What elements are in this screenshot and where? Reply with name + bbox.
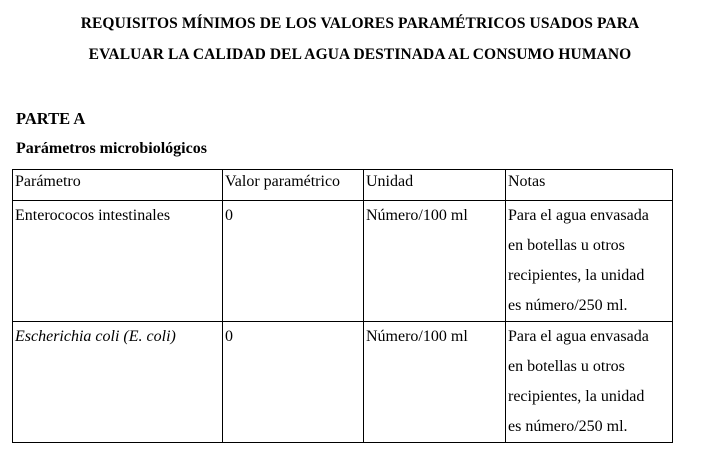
header-notes: Notas (506, 170, 673, 201)
header-unit: Unidad (364, 170, 506, 201)
parameters-table (12, 169, 673, 443)
cell-parameter: Escherichia coli (E. coli) (13, 322, 223, 443)
cell-unit: Número/100 ml (364, 201, 506, 322)
table-row (13, 322, 673, 443)
document-title-line-2: EVALUAR LA CALIDAD DEL AGUA DESTINADA AL CONSUMO HUMANO (88, 46, 632, 63)
cell-parameter: Enterococos intestinales (13, 201, 223, 322)
section-heading: PARTE A (16, 109, 86, 128)
subsection-heading: Parámetros microbiológicos (16, 140, 207, 157)
header-parametric-value: Valor paramétrico (223, 170, 364, 201)
cell-parametric-value: 0 (223, 201, 364, 322)
cell-unit: Número/100 ml (364, 322, 506, 443)
table-row (13, 201, 673, 322)
header-parameter: Parámetro (13, 170, 223, 201)
cell-notes: Para el agua envasada en botellas u otros recipientes, la unidad es número/250 ml. (506, 322, 673, 443)
document-title-line-1: REQUISITOS MÍNIMOS DE LOS VALORES PARAMÉTRICOS USADOS PARA (80, 15, 640, 32)
cell-notes: Para el agua envasada en botellas u otros recipientes, la unidad es número/250 ml. (506, 201, 673, 322)
table-header-row (13, 170, 673, 201)
cell-parametric-value: 0 (223, 322, 364, 443)
